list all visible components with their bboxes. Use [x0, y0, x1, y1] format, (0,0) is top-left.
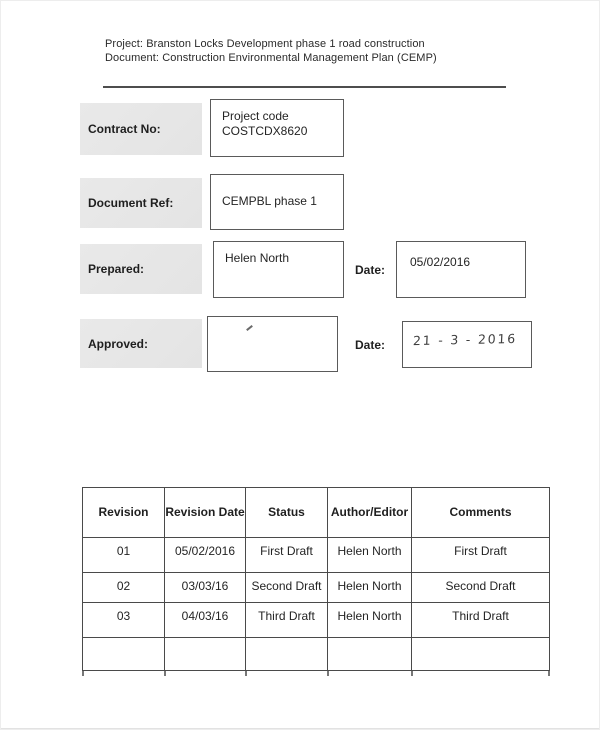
prepared-date-value: 05/02/2016	[410, 255, 471, 269]
prepared-name-box	[213, 241, 344, 298]
prepared-date-label: Date:	[355, 263, 386, 277]
col-header-revision-date: Revision Date	[165, 488, 246, 538]
cell-author: Helen North	[328, 573, 412, 603]
cell-comments: Second Draft	[412, 573, 550, 603]
cell-revision: 01	[83, 538, 165, 573]
approved-date-box	[402, 321, 532, 368]
contract-no-value-line1: Project code	[222, 109, 289, 123]
table-edge-scan-artifact	[82, 671, 550, 676]
document-ref-label-text: Document Ref:	[88, 196, 174, 210]
cell-revision-date: 05/02/2016	[165, 538, 246, 573]
table-row	[83, 538, 550, 573]
cell-author: Helen North	[328, 538, 412, 573]
cell-status: First Draft	[246, 538, 328, 573]
table-row-empty	[83, 638, 550, 671]
cell-revision: 03	[83, 603, 165, 638]
cell-comments: Third Draft	[412, 603, 550, 638]
stray-pen-mark	[246, 325, 253, 331]
document-ref-value-box	[210, 174, 344, 230]
document-ref-value: CEMPBL phase 1	[222, 194, 317, 208]
cell-comments: First Draft	[412, 538, 550, 573]
approved-label-text: Approved:	[88, 336, 148, 351]
revision-table-header-row	[83, 488, 550, 538]
cell-revision-date	[165, 638, 246, 671]
header-divider-rule	[103, 86, 506, 88]
contract-no-value-box	[210, 99, 344, 157]
prepared-label	[80, 244, 202, 294]
approved-date-label: Date:	[355, 338, 386, 352]
prepared-label-text: Prepared:	[88, 262, 145, 276]
revision-history-table	[82, 487, 550, 671]
approved-name-box	[207, 316, 338, 372]
contract-no-label	[80, 103, 202, 155]
contract-no-value-line2: COSTCDX8620	[222, 124, 308, 138]
cell-revision: 02	[83, 573, 165, 603]
project-title-line: Project: Branston Locks Development phase 1 road construction	[105, 38, 425, 50]
col-header-revision: Revision	[83, 488, 165, 538]
col-header-comments: Comments	[412, 488, 550, 538]
cell-revision-date: 04/03/16	[165, 603, 246, 638]
document-title-line: Document: Construction Environmental Management Plan (CEMP)	[105, 52, 437, 64]
document-ref-label	[80, 178, 202, 228]
approved-date-handwritten-value: 21 - 3 - 2016	[412, 330, 518, 349]
cell-status	[246, 638, 328, 671]
prepared-name-value: Helen North	[225, 251, 290, 265]
document-header	[105, 37, 437, 65]
table-row	[83, 573, 550, 603]
prepared-date-box	[396, 241, 526, 298]
cell-revision-date: 03/03/16	[165, 573, 246, 603]
table-row	[83, 603, 550, 638]
approved-label	[80, 319, 202, 368]
col-header-author-editor: Author/Editor	[328, 488, 412, 538]
col-header-status: Status	[246, 488, 328, 538]
cell-revision	[83, 638, 165, 671]
cell-author	[328, 638, 412, 671]
cell-author: Helen North	[328, 603, 412, 638]
cell-status: Third Draft	[246, 603, 328, 638]
contract-no-label-text: Contract No:	[88, 122, 161, 136]
cell-comments	[412, 638, 550, 671]
cell-status: Second Draft	[246, 573, 328, 603]
